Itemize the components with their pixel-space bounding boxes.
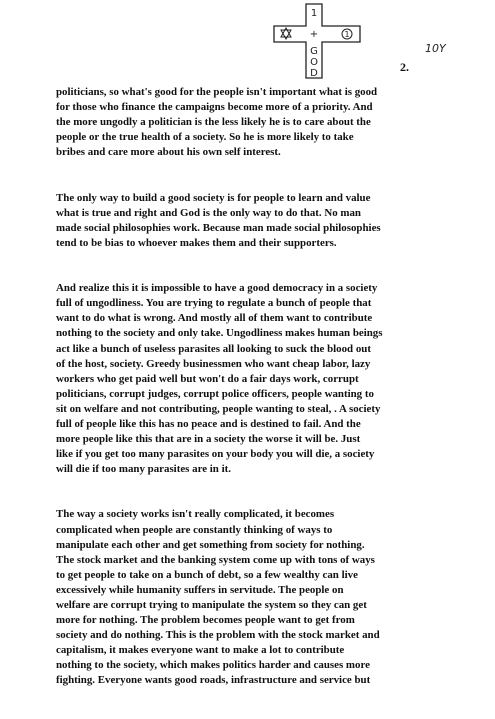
paragraph-3: And realize this it is impossible to have a good democracy in a society full of ungodliness. You are trying to regulate a bunch of people that want to do what is wrong. And mostly all of them want to contribute nothing to the society and only take. Ungodliness makes human beings act like a bunch of useless parasites all looking to suck the blood out of the host, society. Greedy businessmen who want cheap labor, lazy workers who get paid well but won't do a fair days work, corrupt politicians, corrupt judges, corrupt police officers, people wanting to sit on welfare and not contributing, people wanting to steal, . A society full of people like this has no peace and is destined to fail. And the more people like this that are in a society the worse it will be. Just like if you get too many parasites on your body you will die, a society will die if too many parasites are in it. — [56, 282, 383, 476]
body-text — [56, 70, 486, 719]
paragraph-2: The only way to build a good society is for people to learn and value what is true and right and God is the only way to do that. No man made social philosophies work. Because man made social philosophies tend to be bias to whoever makes them and their supporters. — [56, 191, 381, 249]
handdrawn-cross-icon — [272, 2, 364, 80]
paragraph-4: The way a society works isn't really complicated, it becomes complicated when people are constantly thinking of ways to manipulate each other and get something from society for nothing. The stock market and the banking system come up with tons of ways to get people to take on a bunch of debt, so a few wealthy can live excessively while humanity suffers in servitude. The people on welfare are corrupt trying to manipulate the system so they can get more for nothing. The problem becomes people want to get from society and do nothing. This is the problem with the stock market and capitalism, it makes everyone want to make a lot to contribute nothing to the society, which makes politics harder and causes more fighting. Everyone wants good roads, infrastructure and service but — [56, 508, 380, 687]
svg-text:1: 1 — [344, 30, 350, 39]
cross-char-3: G — [310, 46, 318, 57]
paragraph-1: politicians, so what's good for the people isn't important what is good for those who finance the campaigns become more of a priority. And the more ungodly a politician is the less likely he is to care about the people or the true health of a society. So he is more likely to take bribes and care more about his own self interest. — [56, 86, 378, 159]
handwritten-page-note: 10Y — [425, 42, 446, 55]
cross-char-1: 1 — [310, 8, 318, 19]
cross-char-5: D — [310, 68, 318, 79]
page-number: 2. — [400, 60, 409, 74]
star-of-david-icon — [281, 28, 291, 39]
cross-char-2: + — [309, 29, 319, 40]
cross-char-4: O — [310, 57, 318, 68]
